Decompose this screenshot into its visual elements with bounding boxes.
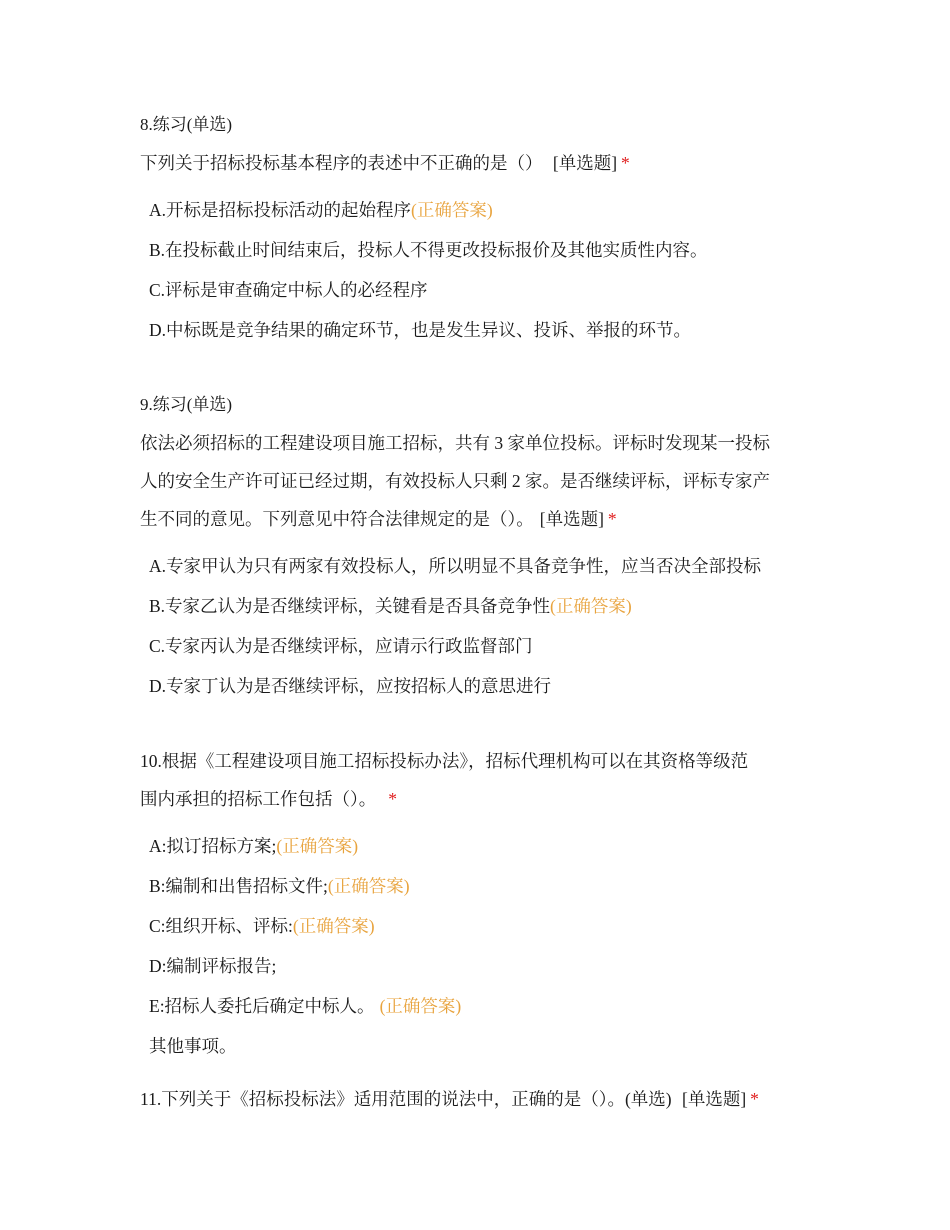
option-text: 其他事项。 — [149, 1036, 237, 1056]
option-text: B.在投标截止时间结束后，投标人不得更改投标报价及其他实质性内容。 — [149, 240, 708, 260]
q10-required-mark: * — [388, 789, 397, 809]
q8-heading: 8.练习(单选) — [140, 115, 233, 134]
correct-answer-label: (正确答案) — [550, 596, 632, 616]
q10-option-b[interactable] — [149, 866, 410, 906]
q9-option-d[interactable] — [149, 666, 551, 706]
q9-required-mark: * — [607, 509, 617, 529]
option-text: C:组织开标、评标: — [149, 916, 293, 936]
correct-answer-label: (正确答案) — [276, 836, 359, 856]
q8-stem — [140, 144, 820, 182]
q10-other-option[interactable] — [149, 1026, 237, 1066]
option-text: D:编制评标报告; — [149, 956, 277, 976]
q10-stem-line-2 — [140, 780, 820, 818]
option-text: A.开标是招标投标活动的起始程序 — [149, 200, 412, 220]
q8-stem-text: 下列关于招标投标基本程序的表述中不正确的是（） — [140, 153, 547, 173]
correct-answer-label: (正确答案) — [411, 200, 493, 220]
q8-option-d[interactable] — [149, 310, 691, 350]
q8-type-tag: [单选题] — [552, 153, 618, 173]
q10-option-d[interactable] — [149, 946, 276, 986]
q9-option-b[interactable] — [149, 586, 632, 626]
q11-stem-text: 11.下列关于《招标投标法》适用范围的说法中，正确的是（）。(单选) — [140, 1089, 677, 1109]
q8-option-c[interactable] — [149, 270, 428, 310]
q9-type-tag: [单选题] — [539, 509, 604, 529]
correct-answer-label: (正确答案) — [292, 916, 375, 936]
q10-stem-line-1: 10.根据《工程建设项目施工招标投标办法》，招标代理机构可以在其资格等级范 — [140, 751, 749, 771]
q11-type-tag: [单选题] — [682, 1089, 747, 1109]
q11-stem — [140, 1080, 820, 1118]
option-text: D.中标既是竞争结果的确定环节，也是发生异议、投诉、举报的环节。 — [149, 320, 692, 340]
q11-required-mark: * — [750, 1089, 759, 1109]
option-text: B.专家乙认为是否继续评标，关键看是否具备竞争性 — [149, 596, 551, 616]
correct-answer-label: (正确答案) — [327, 876, 410, 896]
q9-option-a[interactable] — [149, 546, 761, 586]
q10-option-e[interactable] — [149, 986, 461, 1026]
q10-option-a[interactable] — [149, 826, 358, 866]
q10-stem-text: 围内承担的招标工作包括（）。 — [140, 789, 377, 809]
q8-option-a[interactable] — [149, 190, 493, 230]
option-text: C.专家丙认为是否继续评标，应请示行政监督部门 — [149, 636, 533, 656]
q8-required-mark: * — [621, 153, 630, 173]
q9-heading: 9.练习(单选) — [140, 395, 233, 414]
q9-stem-line-2: 人的安全生产许可证已经过期，有效投标人只剩 2 家。是否继续评标，评标专家产 — [140, 471, 770, 491]
option-text: E:招标人委托后确定中标人。 — [149, 996, 375, 1016]
q10-option-c[interactable] — [149, 906, 375, 946]
q9-stem-text: 生不同的意见。下列意见中符合法律规定的是（）。 — [140, 509, 534, 529]
option-text: A.专家甲认为只有两家有效投标人，所以明显不具备竞争性，应当否决全部投标 — [149, 556, 762, 576]
q9-stem-line-1: 依法必须招标的工程建设项目施工招标，共有 3 家单位投标。评标时发现某一投标 — [140, 433, 770, 453]
q9-stem-line-3 — [140, 500, 820, 538]
option-text: B:编制和出售招标文件; — [149, 876, 328, 896]
correct-answer-label: (正确答案) — [379, 996, 462, 1016]
q8-option-b[interactable] — [149, 230, 708, 270]
option-text: C.评标是审查确定中标人的必经程序 — [149, 280, 428, 300]
option-text: D.专家丁认为是否继续评标，应按招标人的意思进行 — [149, 676, 552, 696]
option-text: A:拟订招标方案; — [149, 836, 277, 856]
q9-option-c[interactable] — [149, 626, 533, 666]
